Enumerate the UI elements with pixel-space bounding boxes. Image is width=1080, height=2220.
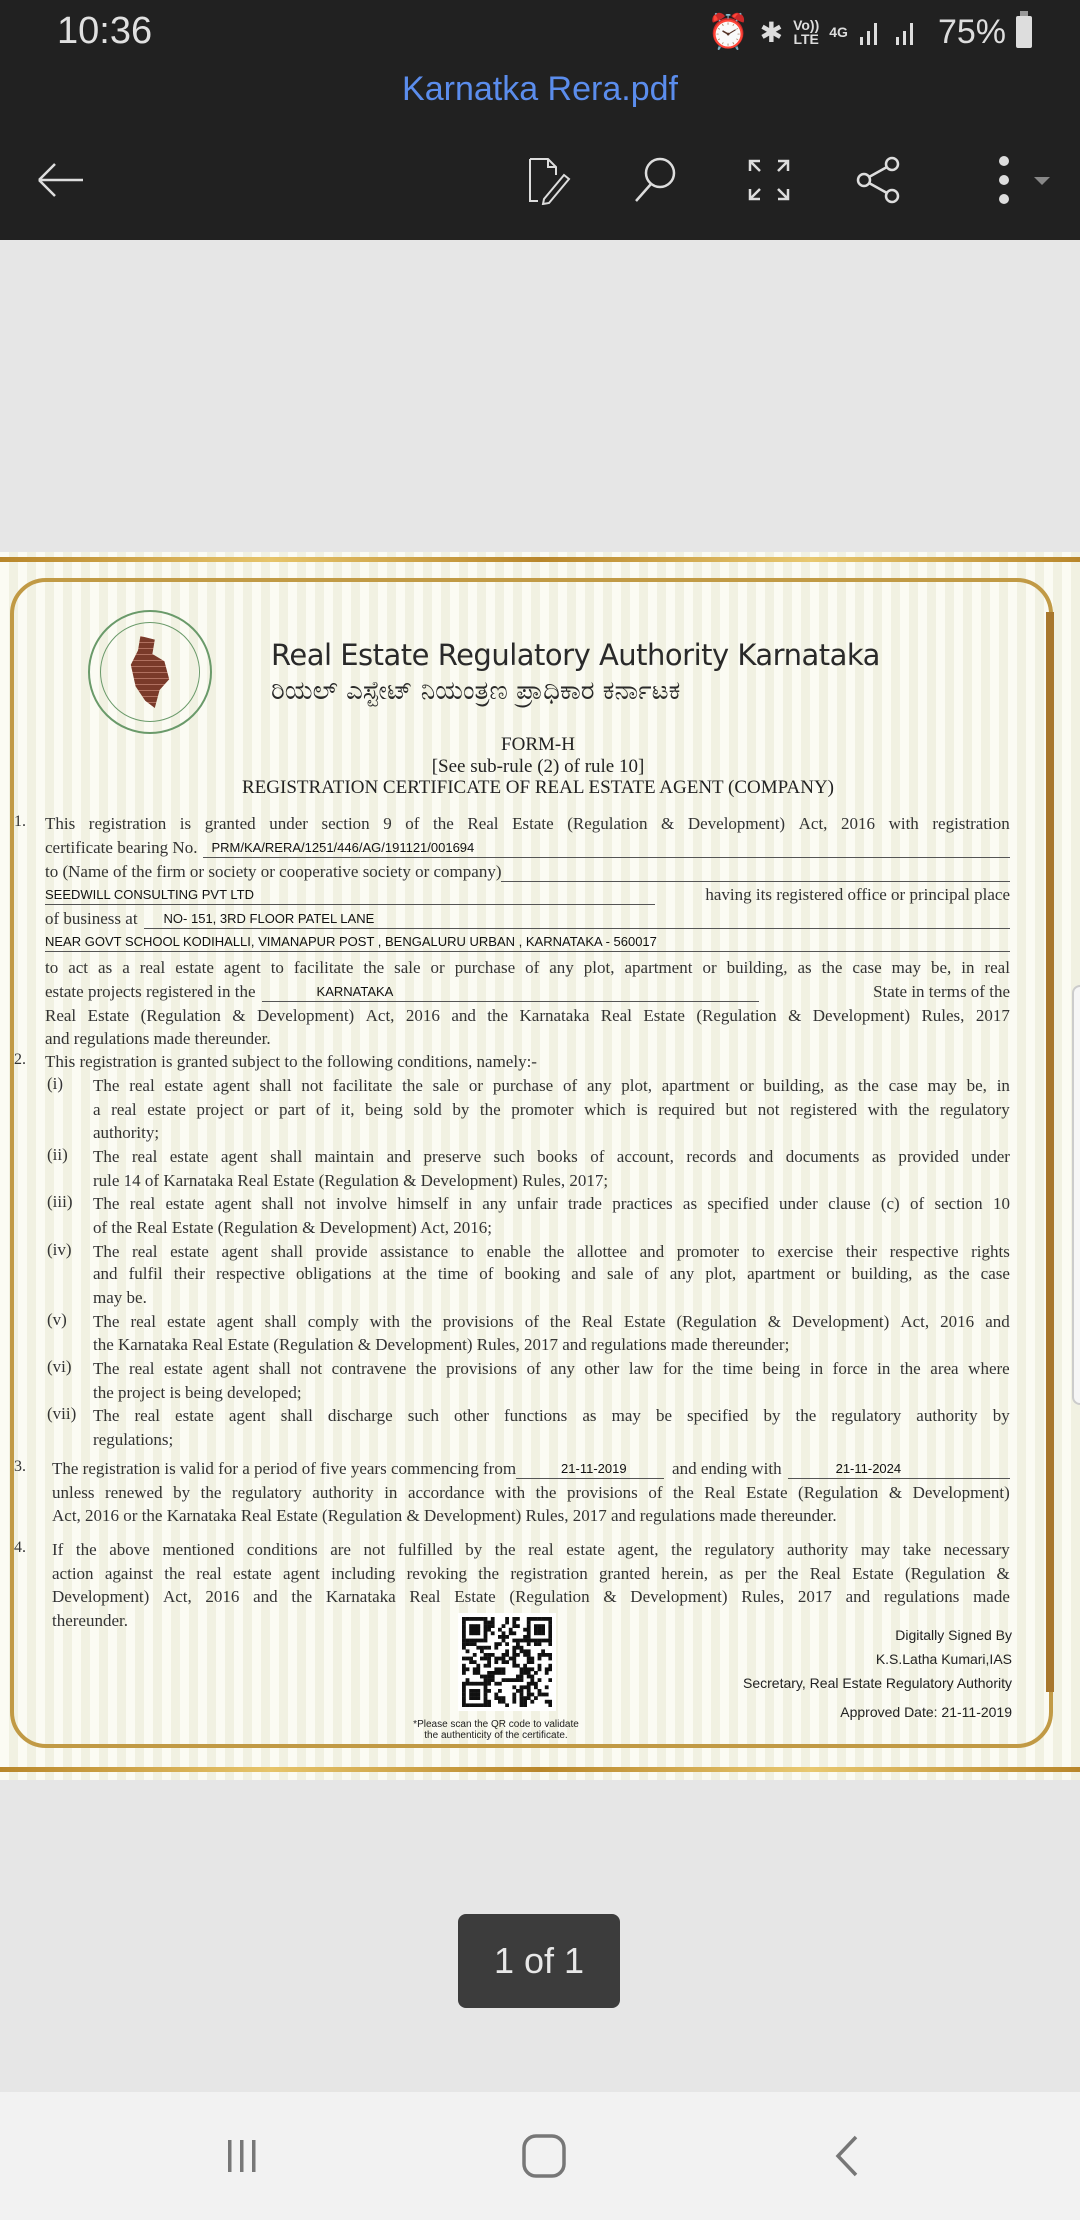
condition-line: of the Real Estate (Regulation & Development) Act, 2016; [93, 1218, 492, 1237]
home-icon [519, 2131, 569, 2181]
search-icon [630, 155, 680, 205]
cert-number-field: PRM/KA/RERA/1251/446/AG/191121/001694 [203, 840, 1010, 858]
fullscreen-icon [746, 157, 792, 203]
condition-line: The real estate agent shall not involve himself in any unfair trade practices as specified under clause (c) of section 10 [93, 1194, 1010, 1213]
more-options-button[interactable] [964, 150, 1064, 210]
para-line: Real Estate (Regulation & Development) Act, 2016 and the Karnataka Real Estate (Regulation & Development) Rules, 2017 [45, 1006, 1010, 1025]
signature-label: Digitally Signed By [895, 1627, 1012, 1643]
network-type-icon: 4G [829, 24, 848, 40]
karnataka-map-icon [126, 636, 174, 708]
condition-number: (ii) [47, 1145, 68, 1164]
back-button[interactable] [30, 150, 90, 210]
para-line: unless renewed by the regulatory authority in accordance with the provisions of the Real Estate (Regulation & Development) [52, 1483, 1010, 1502]
condition-line: The real estate agent shall provide assistance to enable the allottee and promoter to exercise their respective rights [93, 1242, 1010, 1261]
condition-line: rule 14 of Karnataka Real Estate (Regulation & Development) Rules, 2017; [93, 1171, 609, 1190]
condition-number: (vi) [47, 1357, 72, 1376]
back-icon [35, 160, 85, 200]
condition-line: the Karnataka Real Estate (Regulation & Development) Rules, 2017 and regulations made thereunder; [93, 1335, 790, 1354]
label: certificate bearing No. [45, 838, 198, 857]
org-name-english: Real Estate Regulatory Authority Karnataka [271, 638, 880, 672]
back-nav-icon [828, 2131, 868, 2181]
para-line [45, 930, 1010, 952]
alarm-icon: ⏰ [707, 13, 750, 51]
condition-line: authority; [93, 1123, 160, 1142]
valid-to-field: 21-11-2024 [788, 1461, 1010, 1479]
para-line: If the above mentioned conditions are not fulfilled by the real estate agent, the regulatory authority may take necessary [52, 1540, 1010, 1559]
navigation-bar [0, 2092, 1080, 2220]
signatory-name: K.S.Latha Kumari,IAS [875, 1651, 1012, 1667]
condition-line: regulations; [93, 1430, 174, 1449]
page-indicator: 1 of 1 [458, 1914, 620, 2008]
state-field: KARNATAKA [262, 984, 759, 1002]
condition-line: and fulfil their respective obligations at the time of booking and sale of any plot, apartment or building, as the case [93, 1264, 1010, 1283]
valid-from-field: 21-11-2019 [516, 1461, 664, 1479]
para-line: thereunder. [52, 1611, 128, 1630]
battery-percent: 75% [937, 12, 1006, 51]
condition-line: The real estate agent shall discharge such other functions as may be specified by the regulatory authority by [93, 1406, 1010, 1425]
condition-line: The real estate agent shall not facilitate the sale or purchase of any plot, apartment or building, as the case may be, in [93, 1076, 1010, 1095]
fast-scroll-handle[interactable] [1072, 985, 1080, 1405]
condition-line: The real estate agent shall maintain and preserve such books of account, records and documents as provided under [93, 1147, 1010, 1166]
share-icon [854, 155, 904, 205]
condition-line: The real estate agent shall not contravene the provisions of any other law for the time being in force in the area where [93, 1359, 1010, 1378]
signal-icon [858, 17, 928, 47]
para-line: Act, 2016 or the Karnataka Real Estate (Regulation & Development) Rules, 2017 and regulations made thereunder. [52, 1506, 837, 1525]
fullscreen-button[interactable] [739, 150, 799, 210]
para-line [45, 860, 1010, 882]
condition-line: the project is being developed; [93, 1383, 302, 1402]
status-icons [707, 12, 1032, 52]
status-time: 10:36 [57, 10, 153, 52]
home-button[interactable] [514, 2126, 574, 2186]
para-line: Development) Act, 2016 and the Karnataka Real Estate (Regulation & Development) Rules, 2017 and regulations made [52, 1587, 1010, 1606]
para-number: 2. [14, 1051, 26, 1068]
para-line: and regulations made thereunder. [45, 1029, 271, 1048]
label: of business at [45, 909, 138, 928]
condition-number: (i) [47, 1074, 64, 1093]
volte-icon: Vo)) LTE [793, 17, 820, 47]
para-line [45, 883, 1010, 905]
qr-caption: *Please scan the QR code to validate [413, 1719, 579, 1730]
battery-icon [1016, 16, 1032, 48]
label: having its registered office or principal place [705, 885, 1010, 904]
rera-logo [88, 610, 212, 734]
recent-apps-icon [222, 2136, 262, 2176]
edit-icon [524, 155, 574, 205]
para-number: 1. [14, 813, 26, 830]
recent-apps-button[interactable] [212, 2126, 272, 2186]
label: State in terms of the [873, 982, 1010, 1001]
qr-code [458, 1613, 556, 1711]
para-line [45, 980, 1010, 1002]
approved-date: Approved Date: 21-11-2019 [840, 1704, 1012, 1720]
qr-caption: the authenticity of the certificate. [424, 1730, 568, 1741]
pdf-page [0, 552, 1080, 1780]
para-line: This registration is granted subject to the following conditions, namely:- [45, 1052, 537, 1071]
condition-number: (iv) [47, 1240, 72, 1259]
condition-line: The real estate agent shall comply with the provisions of the Real Estate (Regulation & Development) Act, 2016 and [93, 1312, 1010, 1331]
label: and ending with [672, 1459, 782, 1478]
condition-line: a real estate project or part of it, being sold by the promoter which is required but not registered with the regulatory [93, 1100, 1010, 1119]
bluetooth-icon: ✱ [759, 16, 784, 48]
para-line [45, 836, 1010, 858]
form-subrule: [See sub-rule (2) of rule 10] [431, 756, 645, 777]
condition-number: (iii) [47, 1192, 73, 1211]
label: to (Name of the firm or society or cooperative society or company) [45, 862, 502, 881]
org-name-kannada: ರಿಯಲ್ ಎಸ್ಟೇಟ್ ನಿಯಂತ್ರಣ ಪ್ರಾಧಿಕಾರ ಕರ್ನಾಟಕ [271, 676, 681, 706]
condition-number: (v) [47, 1310, 67, 1329]
para-number: 4. [14, 1539, 26, 1556]
back-nav-button[interactable] [818, 2126, 878, 2186]
bottom-border [0, 1767, 1080, 1772]
condition-line: may be. [93, 1288, 147, 1307]
para-number: 3. [14, 1458, 26, 1475]
app-bar [0, 0, 1080, 240]
para-line: action against the real estate agent including revoking the registration granted herein, as per the Real Estate (Regulation & [52, 1564, 1010, 1583]
document-title: Karnatka Rera.pdf [402, 70, 678, 108]
edit-button[interactable] [519, 150, 579, 210]
para-line: to act as a real estate agent to facilitate the sale or purchase of any plot, apartment or building, as the case may be, in real [45, 958, 1010, 977]
company-name-field: SEEDWILL CONSULTING PVT LTD [45, 887, 655, 905]
more-icon [974, 155, 1054, 205]
form-title: FORM-H [501, 734, 575, 755]
address-line2-field: NEAR GOVT SCHOOL KODIHALLI, VIMANAPUR POST , BENGALURU URBAN , KARNATAKA - 560017 [45, 934, 1010, 952]
para-line: This registration is granted under section 9 of the Real Estate (Regulation & Development) Act, 2016 with registration [45, 814, 1010, 833]
label: estate projects registered in the [45, 982, 256, 1001]
certificate-heading: REGISTRATION CERTIFICATE OF REAL ESTATE AGENT (COMPANY) [242, 777, 834, 798]
para-line [52, 1457, 1010, 1479]
signatory-title: Secretary, Real Estate Regulatory Authority [743, 1675, 1012, 1691]
condition-number: (vii) [47, 1404, 77, 1423]
address-line1-field: NO- 151, 3RD FLOOR PATEL LANE [144, 911, 1010, 929]
top-border [0, 557, 1080, 562]
para-line [45, 907, 1010, 929]
share-button[interactable] [849, 150, 909, 210]
label: The registration is valid for a period of five years commencing from [52, 1459, 517, 1478]
blank-line [501, 864, 1010, 882]
search-button[interactable] [625, 150, 685, 210]
